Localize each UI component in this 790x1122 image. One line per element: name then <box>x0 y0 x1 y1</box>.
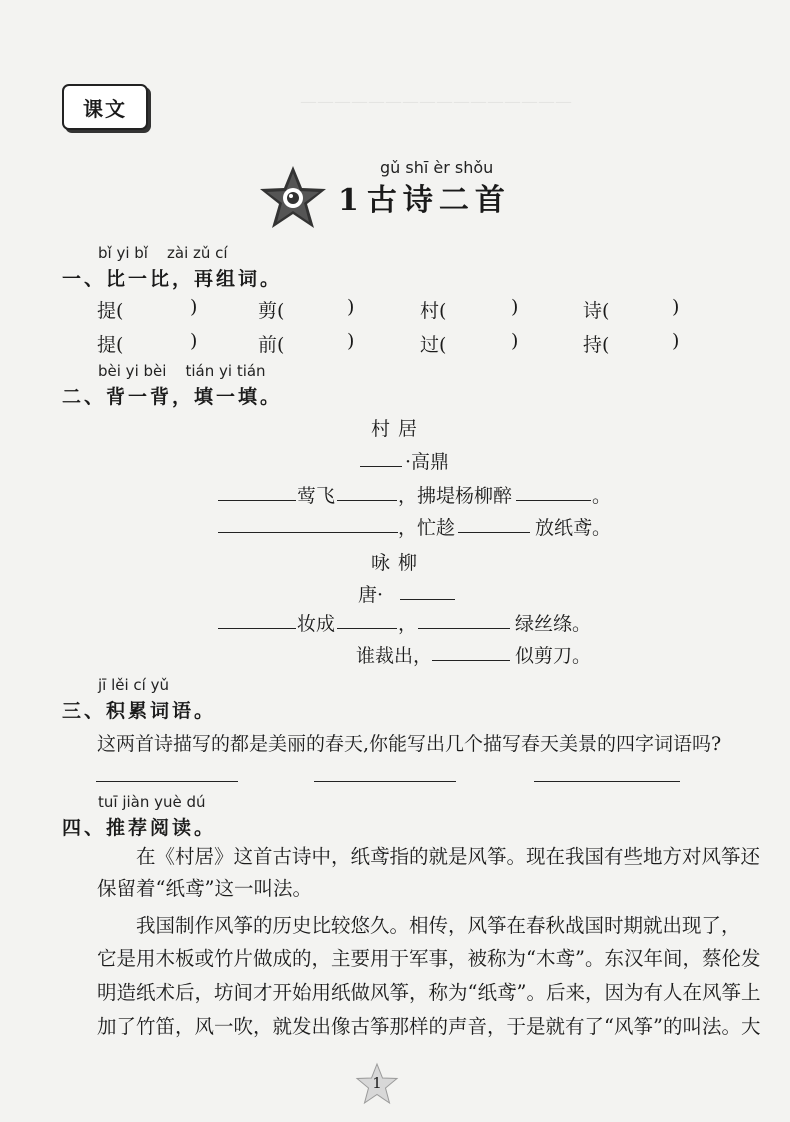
section2-pinyin: bèi yi bèi tián yi tián <box>98 362 266 380</box>
poem1-line1-text-a: 莺飞 <box>297 485 336 507</box>
poem2-author-blank[interactable] <box>400 599 455 600</box>
section4-pinyin: tuī jiàn yuè dú <box>98 793 206 811</box>
compare-word-2d: 持( <box>583 334 610 356</box>
poem2-line2-text-a: 谁裁出， <box>356 645 433 667</box>
page-number: 1 <box>372 1074 382 1092</box>
poem2-line2-end: 似剪刀。 <box>515 645 592 667</box>
section3-question: 这两首诗描写的都是美丽的春天,你能写出几个描写春天美景的四字词语吗? <box>97 733 722 755</box>
lesson-type-badge: 课文 <box>62 84 148 130</box>
reading-para1-line1: 在《村居》这首古诗中，纸鸢指的就是风筝。现在我国有些地方对风筝还 <box>136 845 761 868</box>
poem2-dynasty: 唐· <box>358 584 384 606</box>
poem1-line2-blank-1[interactable] <box>218 532 398 533</box>
poem1-author: ·高鼎 <box>405 451 450 473</box>
poem2-line1-text-a: 妆成 <box>297 613 336 635</box>
section2-heading: 二、背一背，填一填。 <box>62 386 283 408</box>
compare-word-1a: 提( <box>97 300 124 322</box>
idiom-blank-2[interactable] <box>314 781 456 782</box>
lesson-number: 1 <box>338 183 359 218</box>
poem2-line1-blank-2[interactable] <box>337 628 397 629</box>
star-icon <box>258 164 328 230</box>
poem1-line2-text-b: ，忙趁 <box>398 517 456 539</box>
section3-heading: 三、积累词语。 <box>62 700 217 722</box>
section3-pinyin: jī lěi cí yǔ <box>98 676 170 694</box>
compare-close-1a: ) <box>190 296 198 318</box>
lesson-title <box>338 175 511 219</box>
compare-word-2a: 提( <box>97 334 124 356</box>
poem1-line1-blank-1[interactable] <box>218 500 296 501</box>
compare-word-1b: 剪( <box>258 300 285 322</box>
poem1-line1-end: 。 <box>592 485 612 507</box>
poem1-title: 村居 <box>371 418 426 440</box>
compare-close-1d: ) <box>672 296 680 318</box>
poem2-line1-blank-3[interactable] <box>418 628 510 629</box>
compare-close-2c: ) <box>511 330 519 352</box>
lesson-title-text: 古诗二首 <box>366 183 511 218</box>
poem1-line1-blank-3[interactable] <box>516 500 591 501</box>
poem2-line1-blank-1[interactable] <box>218 628 296 629</box>
reading-para1-line2: 保留着“纸鸢”这一叫法。 <box>97 877 312 900</box>
compare-close-2a: ) <box>190 330 198 352</box>
reading-para2-line3: 明造纸术后，坊间才开始用纸做风筝，称为“纸鸢”。后来，因为有人在风筝上 <box>97 981 761 1004</box>
idiom-blank-1[interactable] <box>96 781 238 782</box>
poem1-dynasty-blank[interactable] <box>360 466 402 467</box>
compare-word-2c: 过( <box>420 334 447 356</box>
title-pinyin: gǔ shī èr shǒu <box>380 158 494 177</box>
compare-close-1b: ) <box>347 296 355 318</box>
compare-word-2b: 前( <box>258 334 285 356</box>
poem2-title: 咏柳 <box>371 552 426 574</box>
reading-para2-line4: 加了竹笛，风一吹，就发出像古筝那样的声音，于是就有了“风筝”的叫法。大 <box>97 1015 761 1038</box>
poem2-line2-blank[interactable] <box>432 660 510 661</box>
compare-close-2b: ) <box>347 330 355 352</box>
idiom-blank-3[interactable] <box>534 781 680 782</box>
poem2-line1-comma: ， <box>398 613 418 635</box>
section1-pinyin: bǐ yi bǐ zài zǔ cí <box>98 244 228 262</box>
section4-heading: 四、推荐阅读。 <box>62 817 217 839</box>
poem2-line1-end: 绿丝绦。 <box>515 613 592 635</box>
poem1-line1-text-b: ，拂堤杨柳醉 <box>398 485 513 507</box>
reading-para2-line1: 我国制作风筝的历史比较悠久。相传，风筝在春秋战国时期就出现了， <box>136 914 741 937</box>
section1-heading: 一、比一比，再组词。 <box>62 268 283 290</box>
compare-close-1c: ) <box>511 296 519 318</box>
poem1-line1-blank-2[interactable] <box>337 500 397 501</box>
poem1-line2-blank-2[interactable] <box>458 532 530 533</box>
bleed-through-text: ———————————————— <box>300 92 572 112</box>
reading-para2-line2: 它是用木板或竹片做成的，主要用于军事，被称为“木鸢”。东汉年间，蔡伦发 <box>97 947 761 970</box>
compare-word-1d: 诗( <box>583 300 610 322</box>
compare-word-1c: 村( <box>420 300 447 322</box>
poem1-line2-end: 放纸鸢。 <box>535 517 612 539</box>
compare-close-2d: ) <box>672 330 680 352</box>
